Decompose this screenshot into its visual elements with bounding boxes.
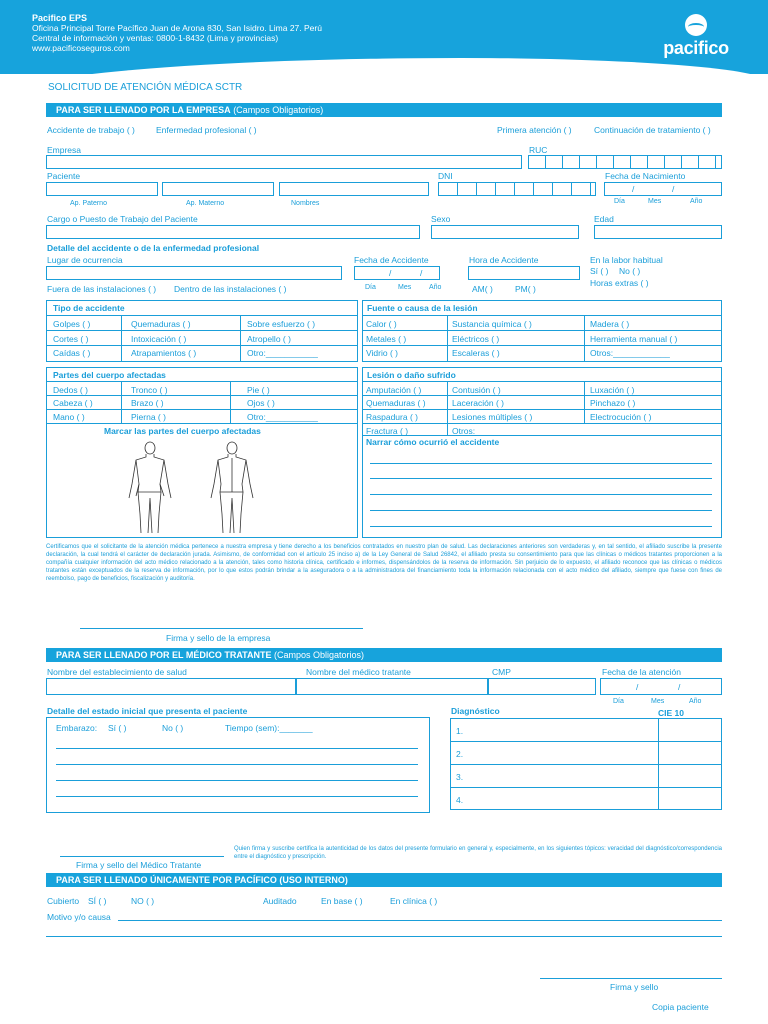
- section-empresa-bar: PARA SER LLENADO POR LA EMPRESA (Campos Obligatorios): [46, 103, 722, 117]
- section-medico-bar: PARA SER LLENADO POR EL MÉDICO TRATANTE (Campos Obligatorios): [46, 648, 722, 662]
- ap-paterno-label: Ap. Paterno: [70, 200, 107, 207]
- partes-dedos[interactable]: Dedos ( ): [53, 385, 88, 395]
- tipo-cortes[interactable]: Cortes ( ): [53, 334, 89, 344]
- diagnostico-row-1[interactable]: 1.: [456, 726, 464, 736]
- pm-option[interactable]: PM( ): [515, 284, 536, 294]
- tipo-otro[interactable]: Otro:___________: [247, 348, 318, 358]
- fuente-sustancia[interactable]: Sustancia química ( ): [452, 319, 532, 329]
- embarazo-si-option[interactable]: Sí ( ): [108, 723, 127, 733]
- tipo-quemaduras[interactable]: Quemaduras ( ): [131, 319, 191, 329]
- firma-medico-label: Firma y sello del Médico Tratante: [76, 860, 202, 870]
- pacifico-logo: pacifico: [656, 14, 736, 59]
- firma-sello-line[interactable]: [540, 978, 722, 979]
- fuente-vidrio[interactable]: Vidrio ( ): [366, 348, 398, 358]
- fuente-otros[interactable]: Otros:____________: [590, 348, 670, 358]
- tiempo-field[interactable]: Tiempo (sem):_______: [225, 723, 313, 733]
- lesion-amputacion[interactable]: Amputación ( ): [366, 385, 422, 395]
- edad-field[interactable]: [594, 225, 722, 239]
- embarazo-no-option[interactable]: No ( ): [162, 723, 184, 733]
- am-option[interactable]: AM( ): [472, 284, 493, 294]
- body-back-figure[interactable]: [206, 440, 258, 536]
- hora-acc-field[interactable]: [468, 266, 580, 280]
- partes-ojos[interactable]: Ojos ( ): [247, 398, 275, 408]
- header-info: [32, 13, 322, 53]
- establecimiento-field[interactable]: [46, 678, 296, 695]
- partes-cabeza[interactable]: Cabeza ( ): [53, 398, 93, 408]
- certifica-medico-text: Quien firma y suscribe certifica la autenticidad de los datos del presente formulario en general y, especialmente, en los siguientes tópicos: veracidad del diagnóstico/correspondencia entre el diagnóstico y prescripción.: [234, 846, 722, 860]
- tipo-sobre-esfuerzo[interactable]: Sobre esfuerzo ( ): [247, 319, 316, 329]
- empresa-field[interactable]: [46, 155, 522, 169]
- partes-brazo[interactable]: Brazo ( ): [131, 398, 164, 408]
- fuente-herramienta[interactable]: Herramienta manual ( ): [590, 334, 678, 344]
- lesion-pinchazo[interactable]: Pinchazo ( ): [590, 398, 636, 408]
- ruc-field[interactable]: [528, 155, 722, 169]
- cmp-field[interactable]: [488, 678, 596, 695]
- primera-atencion-option[interactable]: Primera atención ( ): [497, 125, 572, 135]
- website: www.pacificoseguros.com: [32, 43, 130, 53]
- diagnostico-heading: Diagnóstico: [451, 706, 500, 716]
- diagnostico-row-3[interactable]: 3.: [456, 772, 464, 782]
- logo-icon: [685, 14, 707, 36]
- form-title: SOLICITUD DE ATENCIÓN MÉDICA SCTR: [48, 82, 243, 93]
- labor-no-option[interactable]: No ( ): [619, 266, 641, 276]
- empresa-label: Empresa: [47, 145, 82, 155]
- partes-pie[interactable]: Pie ( ): [247, 385, 270, 395]
- paciente-label: Paciente: [47, 171, 81, 181]
- lesion-electrocucion[interactable]: Electrocución ( ): [590, 412, 652, 422]
- fuente-calor[interactable]: Calor ( ): [366, 319, 397, 329]
- motivo-line[interactable]: [118, 920, 722, 921]
- diagnostico-row-4[interactable]: 4.: [456, 795, 464, 805]
- lesion-multiples[interactable]: Lesiones múltiples ( ): [452, 412, 533, 422]
- ruc-label: RUC: [529, 145, 548, 155]
- tipo-intoxicacion[interactable]: Intoxicación ( ): [131, 334, 187, 344]
- narrar-line[interactable]: [370, 526, 712, 527]
- lugar-label: Lugar de ocurrencia: [47, 255, 123, 265]
- diagnostico-row-2[interactable]: 2.: [456, 749, 464, 759]
- establecimiento-label: Nombre del establecimiento de salud: [47, 667, 187, 677]
- tipo-atropello[interactable]: Atropello ( ): [247, 334, 291, 344]
- labor-label: En la labor habitual: [590, 255, 663, 265]
- estado-inicial-heading: Detalle del estado inicial que presenta el paciente: [47, 706, 248, 716]
- fecha-acc-label: Fecha de Accidente: [354, 255, 429, 265]
- en-clinica-option[interactable]: En clínica ( ): [390, 896, 438, 906]
- lesion-raspadura[interactable]: Raspadura ( ): [366, 412, 418, 422]
- continuacion-option[interactable]: Continuación de tratamiento ( ): [594, 125, 711, 135]
- narrar-label: Narrar cómo ocurrió el accidente: [366, 437, 500, 447]
- tipo-atrapamientos[interactable]: Atrapamientos ( ): [131, 348, 197, 358]
- lesion-fractura[interactable]: Fractura ( ): [366, 426, 409, 436]
- fuente-escaleras[interactable]: Escaleras ( ): [452, 348, 500, 358]
- certificacion-text: Certificamos que el solicitante de la atención médica pertenece a nuestra empresa y tiene derecho a los beneficios contratados en nuestro plan de salud. Las declaraciones anteriores son verdaderas y, en tal sentido, el afiliado suscribe la presente declaración, la cual tendrá el carácter de declaración jurada. Asimismo, de conformidad con el artículo 25 inciso a) de la Ley General de Salud 26842, el afiliado presta su consentimiento para que las clínicas o médicos tratantes proporcionen a la compañía cualquier información del acto médico relacionado a la atención, tales como historia clínica, certificado e informes, dispensándolos de la reserva de información. Sin perjuicio de lo expuesto, el afiliado reconoce que las clínicas o médicos tratantes están exceptuados de la reserva de información, por lo que estos podrán brindar a la aseguradora o a la administradora del financiamiento toda la información relacionada con el acto médico del afiliado, siempre que fuese con fines de reembolso, pago de beneficios, fiscalización y auditoría.: [46, 544, 722, 582]
- firma-sello-label: Firma y sello: [610, 982, 659, 992]
- lesion-otros[interactable]: Otros:_______________________: [452, 426, 584, 436]
- partes-mano[interactable]: Mano ( ): [53, 412, 85, 422]
- firma-medico-line[interactable]: [60, 856, 224, 857]
- partes-pierna[interactable]: Pierna ( ): [131, 412, 166, 422]
- lesion-quemaduras[interactable]: Quemaduras ( ): [366, 398, 426, 408]
- tipo-heading: Tipo de accidente: [53, 303, 125, 313]
- fuente-madera[interactable]: Madera ( ): [590, 319, 630, 329]
- address: Oficina Principal Torre Pacífico Juan de Arona 830, San Isidro. Lima 27. Perú: [32, 23, 322, 33]
- partes-table: [46, 367, 358, 538]
- fecha-atencion-field[interactable]: [600, 678, 722, 695]
- lesion-laceracion[interactable]: Laceración ( ): [452, 398, 504, 408]
- ap-materno-label: Ap. Materno: [186, 200, 225, 207]
- lugar-field[interactable]: [46, 266, 342, 280]
- medico-label: Nombre del médico tratante: [306, 667, 411, 677]
- fuente-metales[interactable]: Metales ( ): [366, 334, 407, 344]
- ap-materno-field[interactable]: [162, 182, 274, 196]
- cubierto-no-option[interactable]: NO ( ): [131, 896, 155, 906]
- tipo-caidas[interactable]: Caídas ( ): [53, 348, 91, 358]
- sexo-field[interactable]: [431, 225, 579, 239]
- narrar-line[interactable]: [370, 478, 712, 479]
- dni-label: DNI: [438, 171, 453, 181]
- cie10-heading: CIE 10: [658, 708, 684, 718]
- body-front-figure[interactable]: [124, 440, 176, 536]
- fecha-atencion-label: Fecha de la atención: [602, 667, 681, 677]
- lesion-heading: Lesión o daño sufrido: [367, 370, 456, 380]
- fecha-nac-label: Fecha de Nacimiento: [605, 171, 686, 181]
- cmp-label: CMP: [492, 667, 511, 677]
- cubierto-si-option[interactable]: SÍ ( ): [88, 896, 107, 906]
- sexo-label: Sexo: [431, 214, 451, 224]
- enfermedad-profesional-option[interactable]: Enfermedad profesional ( ): [156, 125, 257, 135]
- narrar-line[interactable]: [370, 494, 712, 495]
- nombres-label: Nombres: [291, 200, 320, 207]
- partes-tronco[interactable]: Tronco ( ): [131, 385, 168, 395]
- fuera-option[interactable]: Fuera de las instalaciones ( ): [47, 284, 157, 294]
- dni-field[interactable]: [438, 182, 596, 196]
- partes-otro[interactable]: Otro:___________: [247, 412, 318, 422]
- cargo-field[interactable]: [46, 225, 420, 239]
- firma-empresa-label: Firma y sello de la empresa: [166, 633, 271, 643]
- marcar-partes-label: Marcar las partes del cuerpo afectadas: [104, 426, 261, 436]
- partes-heading: Partes del cuerpo afectadas: [53, 370, 166, 380]
- horas-extras-option[interactable]: Horas extras ( ): [590, 278, 649, 288]
- central: Central de información y ventas: 0800-1-8432 (Lima y provincias): [32, 33, 279, 43]
- tipo-golpes[interactable]: Golpes ( ): [53, 319, 91, 329]
- copia-paciente-label: Copia paciente: [652, 1002, 709, 1012]
- org-name: Pacifico EPS: [32, 13, 88, 23]
- fuente-heading: Fuente o causa de la lesión: [367, 303, 478, 313]
- cargo-label: Cargo o Puesto de Trabajo del Paciente: [47, 214, 198, 224]
- narrar-line[interactable]: [370, 510, 712, 511]
- fecha-acc-field[interactable]: [354, 266, 440, 280]
- section-interno-bar: PARA SER LLENADO ÚNICAMENTE POR PACÍFICO (USO INTERNO): [46, 873, 722, 887]
- en-base-option[interactable]: En base ( ): [321, 896, 363, 906]
- labor-si-option[interactable]: Sí ( ): [590, 266, 609, 276]
- accidente-trabajo-option[interactable]: Accidente de trabajo ( ): [47, 125, 135, 135]
- firma-empresa-line[interactable]: [80, 628, 363, 629]
- lesion-contusion[interactable]: Contusión ( ): [452, 385, 501, 395]
- edad-label: Edad: [594, 214, 614, 224]
- lesion-luxacion[interactable]: Luxación ( ): [590, 385, 635, 395]
- motivo-line[interactable]: [46, 936, 722, 937]
- nombres-field[interactable]: [279, 182, 429, 196]
- fuente-electricos[interactable]: Eléctricos ( ): [452, 334, 500, 344]
- hora-acc-label: Hora de Accidente: [469, 255, 539, 265]
- ap-paterno-field[interactable]: [46, 182, 158, 196]
- fecha-nac-field[interactable]: [604, 182, 722, 196]
- narrar-line[interactable]: [370, 463, 712, 464]
- dentro-option[interactable]: Dentro de las instalaciones ( ): [174, 284, 287, 294]
- medico-field[interactable]: [296, 678, 488, 695]
- detalle-accidente-heading: Detalle del accidente o de la enfermedad profesional: [47, 243, 260, 253]
